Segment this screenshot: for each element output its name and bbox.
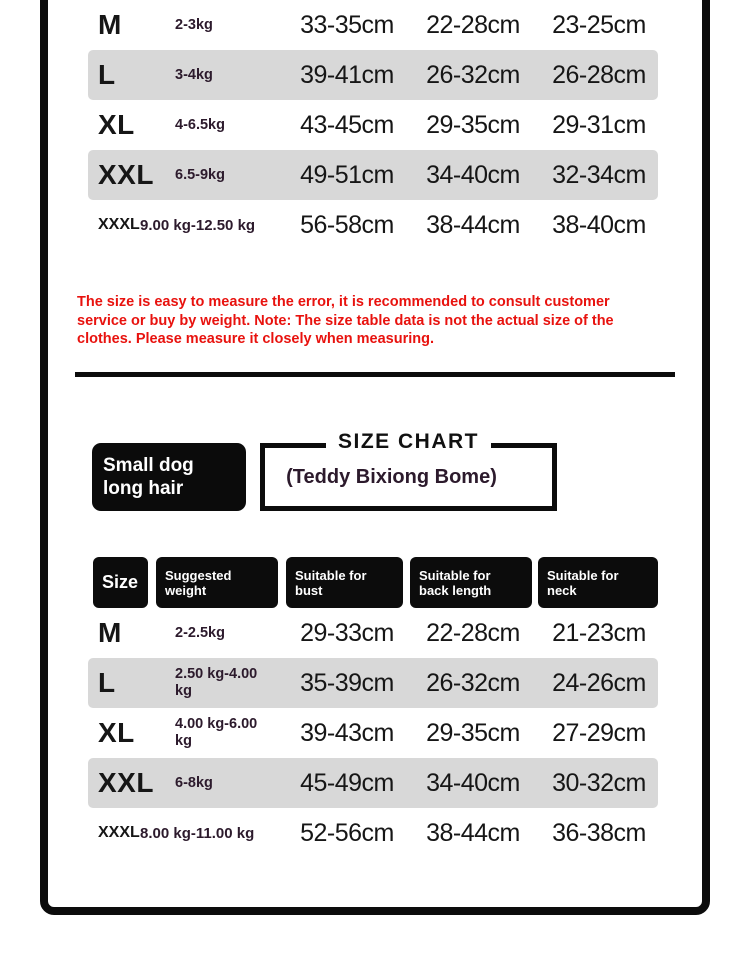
back-length-value: 34-40cm [426,160,520,189]
size-label: XL [98,717,135,748]
table-row [88,50,658,100]
column-header-size: Size [93,557,148,608]
column-header-bust: Suitable for bust [286,557,403,608]
back-length-value: 38-44cm [426,818,520,847]
column-header-neck: Suitable for neck [538,557,658,608]
weight-value: 4-6.5kg [175,116,225,133]
section-divider [75,372,675,377]
neck-value: 27-29cm [552,718,646,747]
bust-value: 33-35cm [300,10,394,39]
table-row [88,0,658,50]
weight-value: 4.00 kg-6.00 kg [175,716,258,749]
bust-value: 45-49cm [300,768,394,797]
weight-value: 2.50 kg-4.00 kg [175,666,258,699]
table-row [88,808,658,858]
weight-value: 3-4kg [175,66,213,83]
measurement-disclaimer-text: The size is easy to measure the error, it is recommended to consult customer service or buy by weight. Note: The size table data is not the actual size of the clothes. Please measure it closely when measuring. [77,294,614,347]
bust-value: 35-39cm [300,668,394,697]
size-label: XXXL [98,216,140,233]
back-length-value: 26-32cm [426,60,520,89]
column-header-back-length: Suitable for back length [410,557,532,608]
breed-subtitle: (Teddy Bixiong Bome) [286,465,497,488]
neck-value: 32-34cm [552,160,646,189]
weight-value: 6.5-9kg [175,166,225,183]
weight-value: 9.00 kg-12.50 kg [140,216,256,234]
column-header-weight: Suggested weight [156,557,278,608]
bust-value: 56-58cm [300,210,394,239]
table-row [88,200,658,250]
bust-value: 49-51cm [300,160,394,189]
bust-value: 29-33cm [300,618,394,647]
table-row [88,758,658,808]
size-chart-title: SIZE CHART [260,430,557,454]
table-row [88,100,658,150]
back-length-value: 22-28cm [426,618,520,647]
dog-type-badge: Small dog long hair [92,443,246,511]
neck-value: 38-40cm [552,210,646,239]
size-label: M [98,617,122,648]
neck-value: 24-26cm [552,668,646,697]
weight-value: 6-8kg [175,774,213,791]
size-label: XXL [98,767,154,798]
table-row [88,708,658,758]
size-label: XL [98,109,135,140]
back-length-value: 38-44cm [426,210,520,239]
table-row [88,608,658,658]
bust-value: 52-56cm [300,818,394,847]
weight-value: 2-3kg [175,16,213,33]
neck-value: 23-25cm [552,10,646,39]
bust-value: 39-43cm [300,718,394,747]
back-length-value: 29-35cm [426,718,520,747]
neck-value: 36-38cm [552,818,646,847]
back-length-value: 34-40cm [426,768,520,797]
size-label: M [98,9,122,40]
neck-value: 26-28cm [552,60,646,89]
size-label: L [98,59,116,90]
neck-value: 30-32cm [552,768,646,797]
size-label: L [98,667,116,698]
table-row [88,658,658,708]
neck-value: 29-31cm [552,110,646,139]
table-row [88,150,658,200]
weight-value: 2-2.5kg [175,624,225,641]
neck-value: 21-23cm [552,618,646,647]
size-label: XXXL [98,824,140,841]
back-length-value: 22-28cm [426,10,520,39]
bust-value: 39-41cm [300,60,394,89]
back-length-value: 26-32cm [426,668,520,697]
weight-value: 8.00 kg-11.00 kg [140,824,255,842]
back-length-value: 29-35cm [426,110,520,139]
size-label: XXL [98,159,154,190]
bust-value: 43-45cm [300,110,394,139]
